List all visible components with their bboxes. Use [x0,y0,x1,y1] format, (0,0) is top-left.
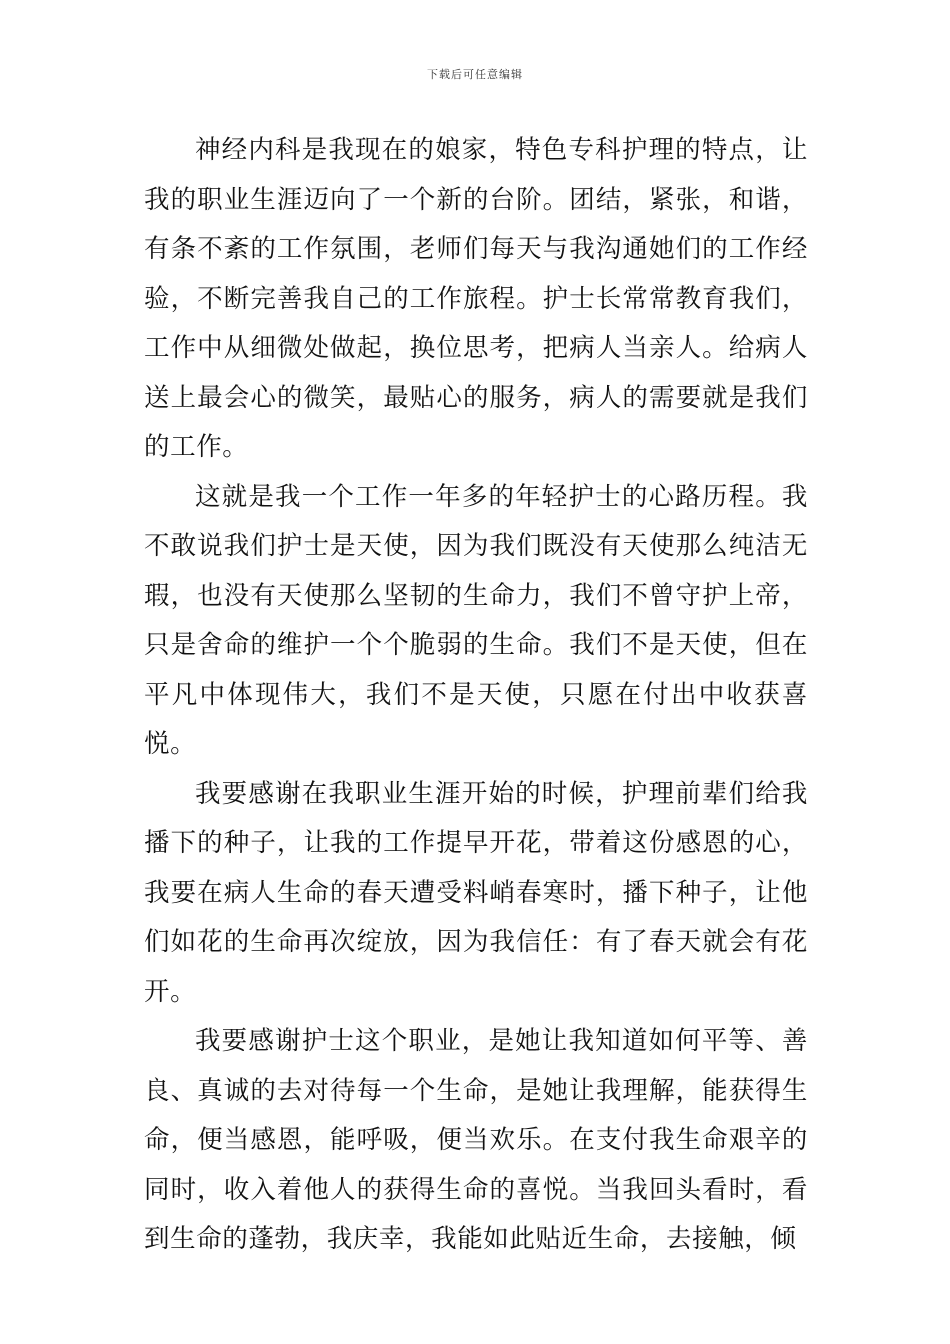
paragraph-1: 神经内科是我现在的娘家，特色专科护理的特点，让我的职业生涯迈向了一个新的台阶。团结，紧张，和谐，有条不紊的工作氛围，老师们每天与我沟通她们的工作经验，不断完善我自己的工作旅程。护士长常常教育我们，工作中从细微处做起，换位思考，把病人当亲人。给病人送上最会心的微笑，最贴心的服务，病人的需要就是我们的工作。 [144,135,808,462]
paragraph-2: 这就是我一个工作一年多的年轻护士的心路历程。我不敢说我们护士是天使，因为我们既没有天使那么纯洁无瑕，也没有天使那么坚韧的生命力，我们不曾守护上帝，只是舍命的维护一个个脆弱的生命。我们不是天使，但在平凡中体现伟大，我们不是天使，只愿在付出中收获喜悦。 [144,481,808,759]
document-body [144,126,808,1265]
paragraph-4: 我要感谢护士这个职业，是她让我知道如何平等、善良、真诚的去对待每一个生命，是她让我理解，能获得生命，便当感恩，能呼吸，便当欢乐。在支付我生命艰辛的同时，收入着他人的获得生命的喜悦。当我回头看时，看到生命的蓬勃，我庆幸，我能如此贴近生命，去接触，倾 [144,1026,808,1254]
paragraph-3: 我要感谢在我职业生涯开始的时候，护理前辈们给我播下的种子，让我的工作提早开花，带着这份感恩的心，我要在病人生命的春天遭受料峭春寒时，播下种子，让他们如花的生命再次绽放，因为我信任：有了春天就会有花开。 [144,778,808,1007]
header-note: 下载后可任意编辑 [427,68,523,81]
